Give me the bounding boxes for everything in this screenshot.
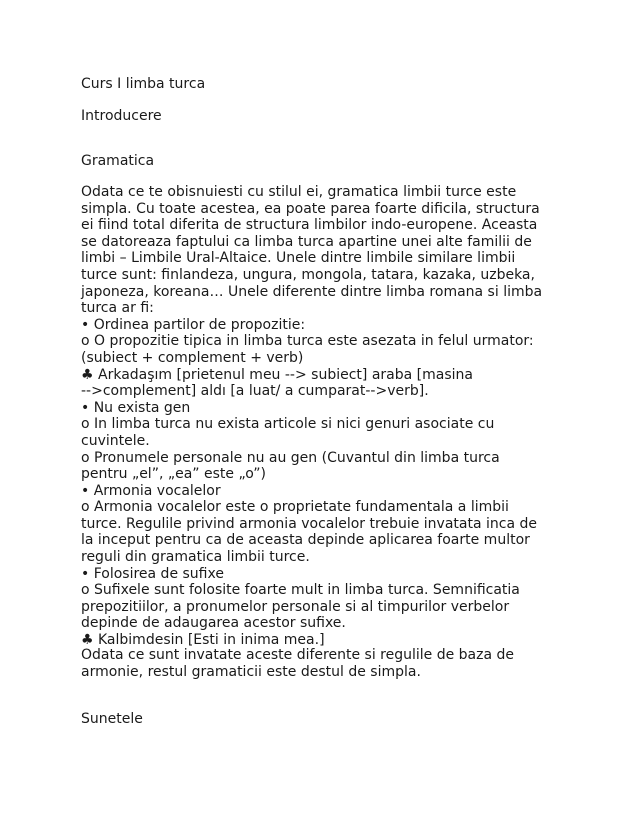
body-line: prepozitiilor, a pronumelor personale si al timpurilor verbelor	[81, 598, 510, 615]
body-line: la inceput pentru ca de aceasta depinde aplicarea foarte multor	[81, 532, 530, 549]
body-line: turce sunt: finlandeza, ungura, mongola, tatara, kazaka, uzbeka,	[81, 266, 535, 283]
example-item: ♣ Arkadaşım [prietenul meu --> subiect] araba [masina	[81, 366, 473, 383]
body-line: reguli din gramatica limbii turce.	[81, 549, 310, 566]
bullet-item: • Armonia vocalelor	[81, 482, 221, 499]
body-line: se datoreaza faptului ca limba turca apartine unei alte familii de	[81, 233, 532, 250]
body-line: turce. Regulile privind armonia vocalelor trebuie invatata inca de	[81, 515, 537, 532]
body-line: Odata ce te obisnuiesti cu stilul ei, gramatica limbii turce este	[81, 184, 517, 200]
body-line: -->complement] aldı [a luat/ a cumparat-->verb].	[81, 383, 429, 400]
bullet-item: • Nu exista gen	[81, 399, 191, 416]
bullet-item: • Ordinea partilor de propozitie:	[81, 316, 306, 333]
grammar-paragraph	[81, 184, 542, 649]
closing-paragraph	[81, 647, 514, 680]
body-line: Odata ce sunt invatate aceste diferente si regulile de baza de	[81, 647, 515, 663]
body-line: japoneza, koreana… Unele diferente dintre limba romana si limba	[81, 283, 543, 300]
body-line: limbi – Limbile Ural-Altaice. Unele dintre limbile similare limbii	[81, 250, 516, 267]
sub-item: o Sufixele sunt folosite foarte mult in limba turca. Semnificatia	[81, 582, 520, 599]
sub-item: o O propozitie tipica in limba turca este asezata in felul urmator:	[81, 333, 534, 350]
body-line: turca ar fi:	[81, 300, 154, 317]
section-heading-introducere: Introducere	[81, 108, 162, 124]
body-line: pentru „el”, „ea” este „o”)	[81, 466, 266, 483]
sub-item: o In limba turca nu exista articole si nici genuri asociate cu	[81, 416, 495, 433]
section-heading-gramatica: Gramatica	[81, 153, 155, 169]
sub-item: o Pronumele personale nu au gen (Cuvantul din limba turca	[81, 449, 500, 466]
section-heading-sunetele: Sunetele	[81, 711, 143, 727]
body-line: ei fiind total diferita de structura limbilor indo-europene. Aceasta	[81, 217, 538, 234]
sub-item: o Armonia vocalelor este o proprietate fundamentala a limbii	[81, 499, 509, 516]
body-line: cuvintele.	[81, 432, 150, 449]
body-line: simpla. Cu toate acestea, ea poate parea foarte dificila, structura	[81, 200, 540, 217]
body-line: (subiect + complement + verb)	[81, 349, 304, 366]
document-title: Curs I limba turca	[81, 76, 206, 92]
body-line: armonie, restul gramaticii este destul de simpla.	[81, 663, 421, 680]
bullet-item: • Folosirea de sufixe	[81, 565, 224, 582]
body-line: depinde de adaugarea acestor sufixe.	[81, 615, 346, 632]
example-item: ♣ Kalbimdesin [Esti in inima mea.]	[81, 632, 325, 649]
